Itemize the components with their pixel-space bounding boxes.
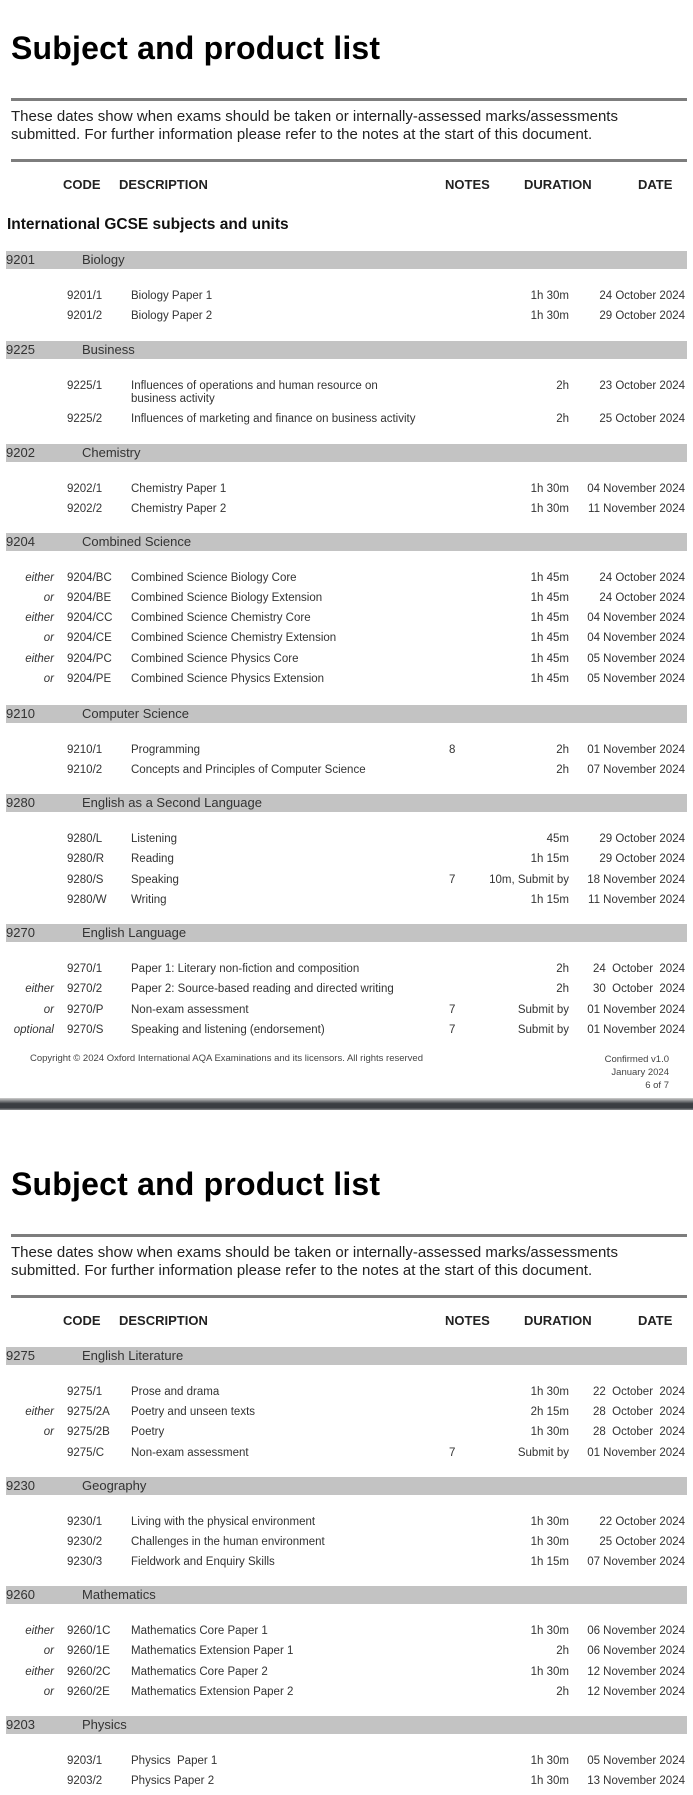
unit-duration: 2h — [556, 380, 569, 392]
unit-duration: 2h — [556, 1645, 569, 1657]
unit-description: Paper 1: Literary non-fiction and composition — [131, 963, 360, 975]
unit-date: 22 October 2024 — [592, 1386, 685, 1398]
table-row — [0, 1024, 693, 1044]
unit-date: 04 November 2024 — [587, 483, 685, 495]
unit-description: Concepts and Principles of Computer Science — [131, 764, 366, 776]
unit-duration: 1h 30m — [530, 1386, 569, 1398]
divider — [11, 1295, 687, 1298]
unit-code: 9204/PE — [67, 673, 112, 685]
table-row — [0, 483, 693, 503]
subject-code: 9225 — [6, 342, 35, 357]
option-label: either — [25, 612, 54, 624]
unit-notes: 8 — [449, 744, 456, 756]
unit-date: 29 October 2024 — [599, 853, 685, 865]
unit-duration: 10m, Submit by — [489, 874, 569, 886]
unit-date: 25 October 2024 — [599, 413, 685, 425]
unit-duration: Submit by — [517, 1447, 569, 1459]
subject-code: 9204 — [6, 534, 35, 549]
unit-duration: 2h 15m — [530, 1406, 569, 1418]
unit-duration: 2h — [556, 764, 569, 776]
unit-description: Listening — [131, 833, 178, 845]
page-title: Subject and product list — [11, 30, 381, 66]
unit-date: 12 November 2024 — [587, 1666, 685, 1678]
unit-duration: 1h 30m — [530, 290, 569, 302]
unit-duration: Submit by — [517, 1004, 569, 1016]
subject-band-computer-science — [6, 705, 687, 723]
table-row — [0, 413, 693, 433]
unit-duration: 1h 15m — [530, 1556, 569, 1568]
column-header-notes: NOTES — [445, 177, 490, 192]
unit-code: 9275/1 — [67, 1386, 103, 1398]
option-label: or — [43, 1686, 54, 1698]
subject-code: 9270 — [6, 925, 35, 940]
unit-duration: 1h 30m — [530, 1625, 569, 1637]
unit-date: 05 November 2024 — [587, 673, 685, 685]
unit-code: 9202/2 — [67, 503, 103, 515]
unit-code: 9230/1 — [67, 1516, 103, 1528]
unit-code: 9204/BE — [67, 592, 112, 604]
unit-code: 9280/W — [67, 894, 107, 906]
table-row — [0, 744, 693, 764]
unit-date: 06 November 2024 — [587, 1625, 685, 1637]
table-row — [0, 1536, 693, 1556]
unit-date: 28 October 2024 — [592, 1426, 685, 1438]
unit-date: 24 October 2024 — [599, 290, 685, 302]
unit-description: Poetry — [131, 1426, 165, 1438]
unit-date: 29 October 2024 — [599, 310, 685, 322]
document-page-2 — [0, 1110, 693, 1791]
option-label: either — [25, 1666, 54, 1678]
unit-duration: 1h 30m — [530, 1666, 569, 1678]
unit-description: Combined Science Biology Extension — [131, 592, 323, 604]
table-row — [0, 764, 693, 784]
subject-band-english-literature — [6, 1347, 687, 1365]
unit-duration: 1h 30m — [530, 310, 569, 322]
unit-code: 9225/1 — [67, 380, 103, 392]
subject-code: 9275 — [6, 1348, 35, 1363]
unit-description: Biology Paper 1 — [131, 290, 213, 302]
unit-code: 9275/2B — [67, 1426, 110, 1438]
unit-date: 01 November 2024 — [587, 1004, 685, 1016]
unit-code: 9202/1 — [67, 483, 103, 495]
unit-duration: 1h 30m — [530, 1426, 569, 1438]
unit-date: 01 November 2024 — [587, 1447, 685, 1459]
subject-band-english-language — [6, 924, 687, 942]
option-label: either — [25, 572, 54, 584]
subject-code: 9210 — [6, 706, 35, 721]
unit-description: Mathematics Extension Paper 1 — [131, 1645, 294, 1657]
unit-description: Combined Science Physics Extension — [131, 673, 325, 685]
unit-description: Chemistry Paper 2 — [131, 503, 227, 515]
document-version — [605, 1053, 669, 1092]
table-row — [0, 853, 693, 873]
unit-code: 9203/1 — [67, 1755, 103, 1767]
subject-code: 9202 — [6, 445, 35, 460]
table-row — [0, 1755, 693, 1775]
unit-code: 9275/2A — [67, 1406, 110, 1418]
unit-duration: 1h 30m — [530, 1755, 569, 1767]
unit-description: Programming — [131, 744, 201, 756]
unit-date: 01 November 2024 — [587, 1024, 685, 1036]
unit-date: 29 October 2024 — [599, 833, 685, 845]
unit-code: 9210/1 — [67, 744, 103, 756]
intro-text: These dates show when exams should be taken or internally-assessed marks/assessments submitted. For further information please refer to the notes at the start of this document. — [11, 1244, 618, 1279]
column-header-duration: DURATION — [524, 177, 592, 192]
option-label: or — [43, 1004, 54, 1016]
table-row — [0, 503, 693, 523]
table-row — [0, 632, 693, 652]
unit-code: 9270/S — [67, 1024, 104, 1036]
subject-code: 9280 — [6, 795, 35, 810]
subject-band-mathematics — [6, 1586, 687, 1604]
unit-code: 9280/L — [67, 833, 103, 845]
unit-description: Mathematics Core Paper 2 — [131, 1666, 268, 1678]
column-header-description: DESCRIPTION — [119, 177, 208, 192]
unit-duration: 45m — [546, 833, 569, 845]
unit-duration: Submit by — [517, 1024, 569, 1036]
table-row — [0, 874, 693, 894]
option-label: either — [25, 983, 54, 995]
column-header-code: CODE — [63, 177, 101, 192]
subject-code: 9203 — [6, 1717, 35, 1732]
subject-name: Combined Science — [82, 534, 192, 549]
unit-duration: 1h 45m — [530, 653, 569, 665]
subject-name: Biology — [82, 252, 125, 267]
column-header-description: DESCRIPTION — [119, 1313, 208, 1328]
unit-date: 07 November 2024 — [587, 1556, 685, 1568]
column-header-code: CODE — [63, 1313, 101, 1328]
unit-description: Reading — [131, 853, 174, 865]
unit-date: 25 October 2024 — [599, 1536, 685, 1548]
unit-duration: 2h — [556, 963, 569, 975]
unit-code: 9260/2C — [67, 1666, 111, 1678]
table-row — [0, 833, 693, 853]
option-label: or — [43, 673, 54, 685]
divider — [11, 1234, 687, 1237]
table-row — [0, 673, 693, 693]
unit-date: 05 November 2024 — [587, 653, 685, 665]
subject-band-physics — [6, 1716, 687, 1734]
unit-duration: 2h — [556, 413, 569, 425]
subject-name: English Language — [82, 925, 187, 940]
subject-band-combined-science — [6, 533, 687, 551]
unit-description: Non-exam assessment — [131, 1004, 249, 1016]
unit-duration: 2h — [556, 983, 569, 995]
subject-name: Business — [82, 342, 135, 357]
subject-code: 9201 — [6, 252, 35, 267]
subject-band-geography — [6, 1477, 687, 1495]
unit-date: 13 November 2024 — [587, 1775, 685, 1787]
unit-duration: 1h 30m — [530, 1516, 569, 1528]
table-row — [0, 1406, 693, 1426]
unit-description: Living with the physical environment — [131, 1516, 316, 1528]
unit-description: Mathematics Extension Paper 2 — [131, 1686, 294, 1698]
divider — [11, 159, 687, 162]
unit-duration: 1h 30m — [530, 483, 569, 495]
table-row — [0, 1666, 693, 1686]
subject-name: Chemistry — [82, 445, 141, 460]
option-label: or — [43, 592, 54, 604]
option-label: or — [43, 1426, 54, 1438]
table-row — [0, 983, 693, 1003]
unit-date: 30 October 2024 — [592, 983, 685, 995]
copyright-text: Copyright © 2024 Oxford International AQA Examinations and its licensors. All rights reserved — [30, 1053, 424, 1064]
unit-description: Combined Science Physics Core — [131, 653, 299, 665]
unit-duration: 1h 45m — [530, 632, 569, 644]
subject-code: 9230 — [6, 1478, 35, 1493]
table-row — [0, 1775, 693, 1795]
unit-description: Non-exam assessment — [131, 1447, 249, 1459]
unit-code: 9204/CC — [67, 612, 113, 624]
unit-date: 18 November 2024 — [587, 874, 685, 886]
table-row — [0, 653, 693, 673]
unit-description: Poetry and unseen texts — [131, 1406, 256, 1418]
unit-description: Challenges in the human environment — [131, 1536, 325, 1548]
unit-description: Prose and drama — [131, 1386, 220, 1398]
table-row — [0, 1645, 693, 1665]
unit-description: Combined Science Chemistry Core — [131, 612, 311, 624]
table-row — [0, 380, 693, 410]
unit-date: 24 October 2024 — [599, 572, 685, 584]
subject-name: English as a Second Language — [82, 795, 262, 810]
table-row — [0, 592, 693, 612]
unit-date: 07 November 2024 — [587, 764, 685, 776]
unit-description: Fieldwork and Enquiry Skills — [131, 1556, 275, 1568]
unit-code: 9210/2 — [67, 764, 103, 776]
unit-date: 11 November 2024 — [588, 894, 685, 906]
unit-duration: 1h 45m — [530, 612, 569, 624]
option-label: or — [43, 1645, 54, 1657]
unit-notes: 7 — [449, 1004, 456, 1016]
unit-duration: 1h 45m — [530, 572, 569, 584]
unit-code: 9275/C — [67, 1447, 105, 1459]
table-row — [0, 1516, 693, 1536]
unit-description: Physics Paper 1 — [131, 1755, 218, 1767]
subject-band-chemistry — [6, 444, 687, 462]
unit-description: Paper 2: Source-based reading and directed writing — [131, 983, 394, 995]
table-row — [0, 1625, 693, 1645]
table-row — [0, 310, 693, 330]
unit-description: Mathematics Core Paper 1 — [131, 1625, 268, 1637]
unit-date: 04 November 2024 — [587, 632, 685, 644]
table-row — [0, 1686, 693, 1706]
table-row — [0, 1556, 693, 1576]
unit-code: 9204/CE — [67, 632, 112, 644]
table-row — [0, 1004, 693, 1024]
unit-code: 9280/S — [67, 874, 104, 886]
unit-notes: 7 — [449, 1447, 456, 1459]
subject-name: Mathematics — [82, 1587, 156, 1602]
unit-duration: 1h 15m — [530, 894, 569, 906]
unit-code: 9230/2 — [67, 1536, 103, 1548]
subject-name: Computer Science — [82, 706, 189, 721]
table-row — [0, 1386, 693, 1406]
option-label: optional — [13, 1024, 54, 1036]
unit-notes: 7 — [449, 1024, 456, 1036]
table-row — [0, 1447, 693, 1467]
unit-duration: 2h — [556, 1686, 569, 1698]
subject-name: Physics — [82, 1717, 127, 1732]
unit-description: Combined Science Chemistry Extension — [131, 632, 337, 644]
unit-date: 24 October 2024 — [599, 592, 685, 604]
unit-duration: 1h 45m — [530, 592, 569, 604]
column-header-date: DATE — [638, 1313, 673, 1328]
version-month: January 2024 — [611, 1067, 669, 1078]
unit-duration: 1h 45m — [530, 673, 569, 685]
unit-description: Combined Science Biology Core — [131, 572, 297, 584]
table-row — [0, 290, 693, 310]
column-header-date: DATE — [638, 177, 673, 192]
unit-code: 9225/2 — [67, 413, 103, 425]
unit-date: 28 October 2024 — [592, 1406, 685, 1418]
table-row — [0, 572, 693, 592]
unit-duration: 2h — [556, 744, 569, 756]
unit-date: 11 November 2024 — [588, 503, 685, 515]
subject-band-business — [6, 341, 687, 359]
intro-text: These dates show when exams should be taken or internally-assessed marks/assessments submitted. For further information please refer to the notes at the start of this document. — [11, 108, 618, 143]
option-label: either — [25, 1625, 54, 1637]
unit-duration: 1h 15m — [530, 853, 569, 865]
table-row — [0, 612, 693, 632]
unit-description: Speaking — [131, 874, 179, 886]
column-header-duration: DURATION — [524, 1313, 592, 1328]
unit-code: 9230/3 — [67, 1556, 103, 1568]
unit-date: 23 October 2024 — [599, 380, 685, 392]
column-header-notes: NOTES — [445, 1313, 490, 1328]
page-title: Subject and product list — [11, 1166, 381, 1202]
unit-code: 9260/1C — [67, 1625, 111, 1637]
divider — [11, 98, 687, 101]
unit-code: 9260/2E — [67, 1686, 110, 1698]
unit-description: Biology Paper 2 — [131, 310, 213, 322]
unit-description: Chemistry Paper 1 — [131, 483, 227, 495]
unit-duration: 1h 30m — [530, 503, 569, 515]
unit-description: Speaking and listening (endorsement) — [131, 1024, 325, 1036]
unit-date: 01 November 2024 — [587, 744, 685, 756]
unit-code: 9204/BC — [67, 572, 112, 584]
subject-name: English Literature — [82, 1348, 184, 1363]
option-label: either — [25, 653, 54, 665]
unit-code: 9204/PC — [67, 653, 112, 665]
subject-code: 9260 — [6, 1587, 35, 1602]
unit-code: 9260/1E — [67, 1645, 110, 1657]
unit-code: 9280/R — [67, 853, 105, 865]
confirmed-version: Confirmed v1.0 — [604, 1054, 669, 1065]
unit-code: 9201/1 — [67, 290, 103, 302]
table-row — [0, 894, 693, 914]
unit-duration: 1h 30m — [530, 1775, 569, 1787]
unit-date: 06 November 2024 — [587, 1645, 685, 1657]
unit-duration: 1h 30m — [530, 1536, 569, 1548]
unit-code: 9201/2 — [67, 310, 103, 322]
unit-code: 9270/P — [67, 1004, 104, 1016]
unit-code: 9270/2 — [67, 983, 103, 995]
unit-description: Influences of operations and human resource on — [131, 380, 378, 392]
table-row — [0, 963, 693, 983]
unit-notes: 7 — [449, 874, 456, 886]
unit-code: 9203/2 — [67, 1775, 103, 1787]
unit-date: 22 October 2024 — [599, 1516, 685, 1528]
table-row — [0, 1426, 693, 1446]
section-title: International GCSE subjects and units — [7, 216, 289, 233]
unit-code: 9270/1 — [67, 963, 103, 975]
option-label: or — [43, 632, 54, 644]
unit-description: Physics Paper 2 — [131, 1775, 215, 1787]
subject-band-biology — [6, 251, 687, 269]
unit-description: Writing — [131, 894, 167, 906]
unit-date: 04 November 2024 — [587, 612, 685, 624]
page-number: 6 of 7 — [645, 1080, 669, 1091]
subject-name: Geography — [82, 1478, 147, 1493]
option-label: either — [25, 1406, 54, 1418]
unit-description: Influences of marketing and finance on business activity — [131, 413, 416, 425]
unit-date: 05 November 2024 — [587, 1755, 685, 1767]
unit-description-continued: business activity — [131, 393, 215, 405]
unit-date: 12 November 2024 — [587, 1686, 685, 1698]
unit-date: 24 October 2024 — [592, 963, 685, 975]
subject-band-esl — [6, 794, 687, 812]
